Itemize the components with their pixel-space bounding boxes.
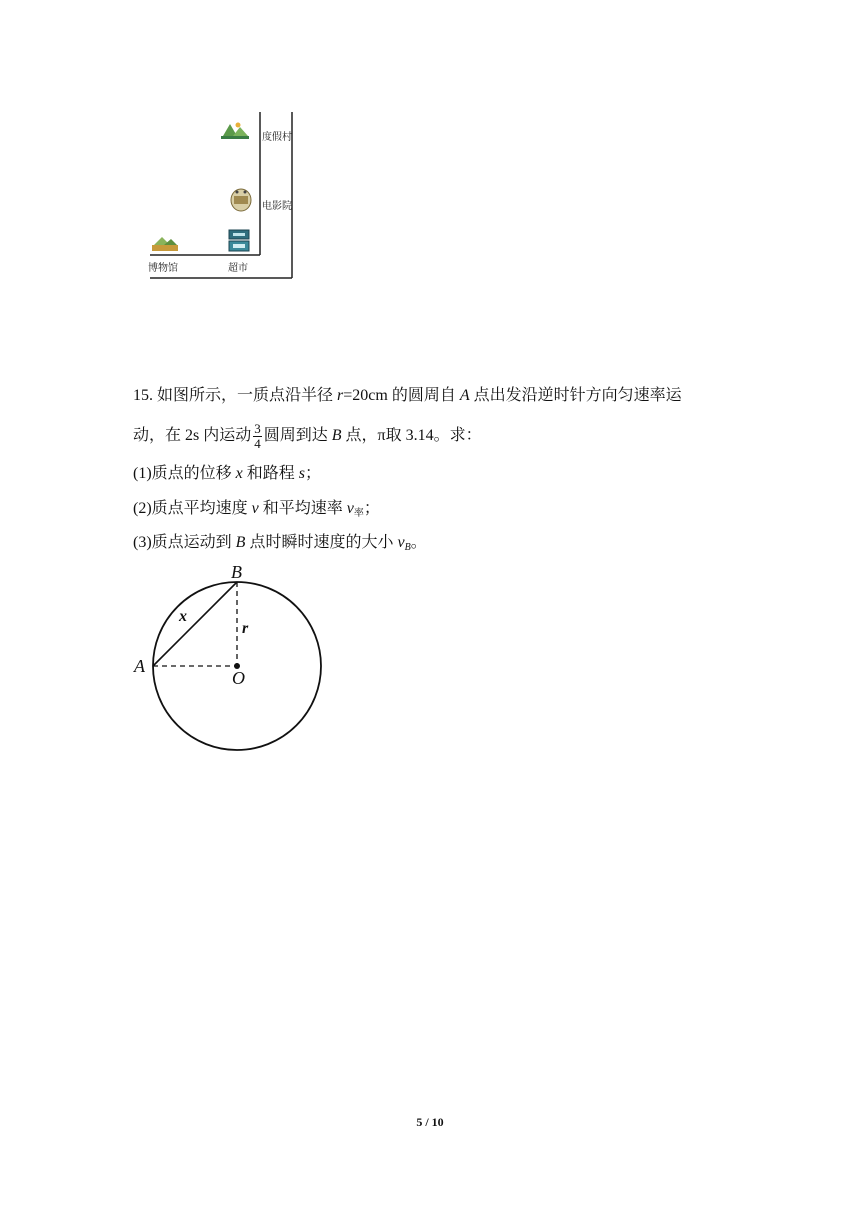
label-point-a: A (134, 656, 145, 676)
circle-diagram (125, 560, 335, 760)
map-figure (140, 100, 310, 285)
label-x: x (179, 608, 187, 625)
label-resort: 度假村 (262, 132, 292, 143)
museum-icon (152, 237, 178, 251)
question-line-1: 15. 如图所示，一质点沿半径 r=20cm 的圆周自 A 点出发沿逆时针方向匀速率运 (133, 387, 682, 404)
cinema-icon (231, 189, 251, 211)
page-number: 5 / 10 (416, 1115, 444, 1129)
circle-figure (125, 560, 335, 760)
label-point-o: O (232, 668, 245, 688)
supermarket-icon (229, 230, 249, 251)
label-point-b: B (231, 562, 242, 582)
question-line-2: 动，在 2s 内运动 $\frac{3}{4}$ 圆周到达 B 点，π取 3.14。求： (133, 420, 482, 451)
question-part-2: (2)质点平均速度 v 和平均速率 $v_率$； (133, 500, 380, 519)
label-r: r (242, 620, 249, 637)
question-part-1: (1)质点的位移 x 和路程 s； (133, 465, 322, 482)
label-cinema: 电影院 (262, 201, 292, 212)
label-supermarket: 超市 (228, 263, 248, 274)
resort-icon (221, 123, 249, 140)
question-part-3: (3)质点运动到 B 点时瞬时速度的大小 $v_B$。 (133, 534, 427, 553)
label-museum: 博物馆 (148, 263, 178, 274)
fraction-three-quarters: $\frac{3}{4}$ (254, 420, 261, 451)
question-number: 15. (133, 387, 153, 404)
